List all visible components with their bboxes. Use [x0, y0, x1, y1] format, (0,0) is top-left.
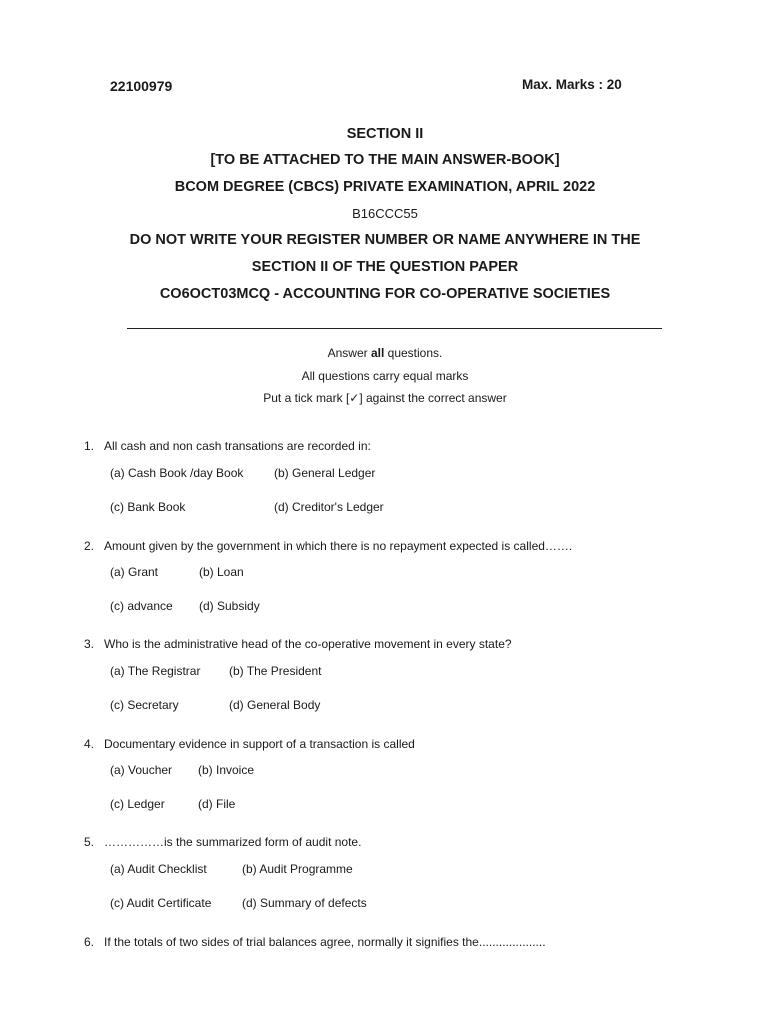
option-c: (c) Secretary — [110, 698, 179, 712]
exam-title: BCOM DEGREE (CBCS) PRIVATE EXAMINATION, APRIL 2022 — [174, 179, 596, 195]
question-number: 5. — [84, 835, 95, 849]
warning-line-2: SECTION II OF THE QUESTION PAPER — [251, 259, 519, 275]
instruction-answer: Answer all questions. — [327, 346, 443, 360]
paper-code: B16CCC55 — [352, 206, 418, 221]
instruction-equal-marks: All questions carry equal marks — [301, 369, 469, 383]
question-text: Amount given by the government in which there is no repayment expected is called……. — [104, 539, 573, 553]
option-c: (c) Ledger — [110, 797, 165, 811]
option-b: (b) The President — [229, 664, 322, 678]
option-d: (d) General Body — [229, 698, 321, 712]
question-text: ……………is the summarized form of audit note. — [104, 835, 362, 849]
option-b: (b) General Ledger — [274, 466, 376, 480]
question-number: 4. — [84, 737, 95, 751]
option-d: (d) Creditor's Ledger — [274, 500, 384, 514]
divider — [127, 328, 662, 329]
option-b: (b) Invoice — [198, 763, 255, 777]
option-a: (a) Voucher — [110, 763, 173, 777]
option-a: (a) The Registrar — [110, 664, 201, 678]
question-number: 3. — [84, 637, 95, 651]
instruction-tick: Put a tick mark [✓] against the correct answer — [263, 391, 507, 405]
warning-line-1: DO NOT WRITE YOUR REGISTER NUMBER OR NAME ANYWHERE IN THE — [129, 232, 641, 248]
attach-note: [TO BE ATTACHED TO THE MAIN ANSWER-BOOK] — [210, 152, 560, 168]
question-paper-code: 22100979 — [110, 78, 173, 94]
option-a: (a) Audit Checklist — [110, 862, 207, 876]
question-number: 6. — [84, 935, 95, 949]
option-d: (d) File — [198, 797, 236, 811]
question-text: All cash and non cash transations are recorded in: — [104, 439, 371, 453]
option-b: (b) Loan — [199, 565, 244, 579]
question-text: If the totals of two sides of trial balances agree, normally it signifies the.................... — [104, 935, 546, 949]
option-d: (d) Subsidy — [199, 599, 260, 613]
option-a: (a) Cash Book /day Book — [110, 466, 244, 480]
max-marks: Max. Marks : 20 — [522, 77, 622, 92]
option-d: (d) Summary of defects — [242, 896, 367, 910]
question-text: Documentary evidence in support of a transaction is called — [104, 737, 415, 751]
option-b: (b) Audit Programme — [242, 862, 353, 876]
question-text: Who is the administrative head of the co-operative movement in every state? — [104, 637, 512, 651]
option-c: (c) advance — [110, 599, 173, 613]
section-title: SECTION II — [346, 126, 424, 142]
question-number: 2. — [84, 539, 95, 553]
option-c: (c) Bank Book — [110, 500, 186, 514]
option-a: (a) Grant — [110, 565, 159, 579]
question-number: 1. — [84, 439, 95, 453]
option-c: (c) Audit Certificate — [110, 896, 212, 910]
course-title: CO6OCT03MCQ - ACCOUNTING FOR CO-OPERATIVE SOCIETIES — [159, 286, 611, 302]
